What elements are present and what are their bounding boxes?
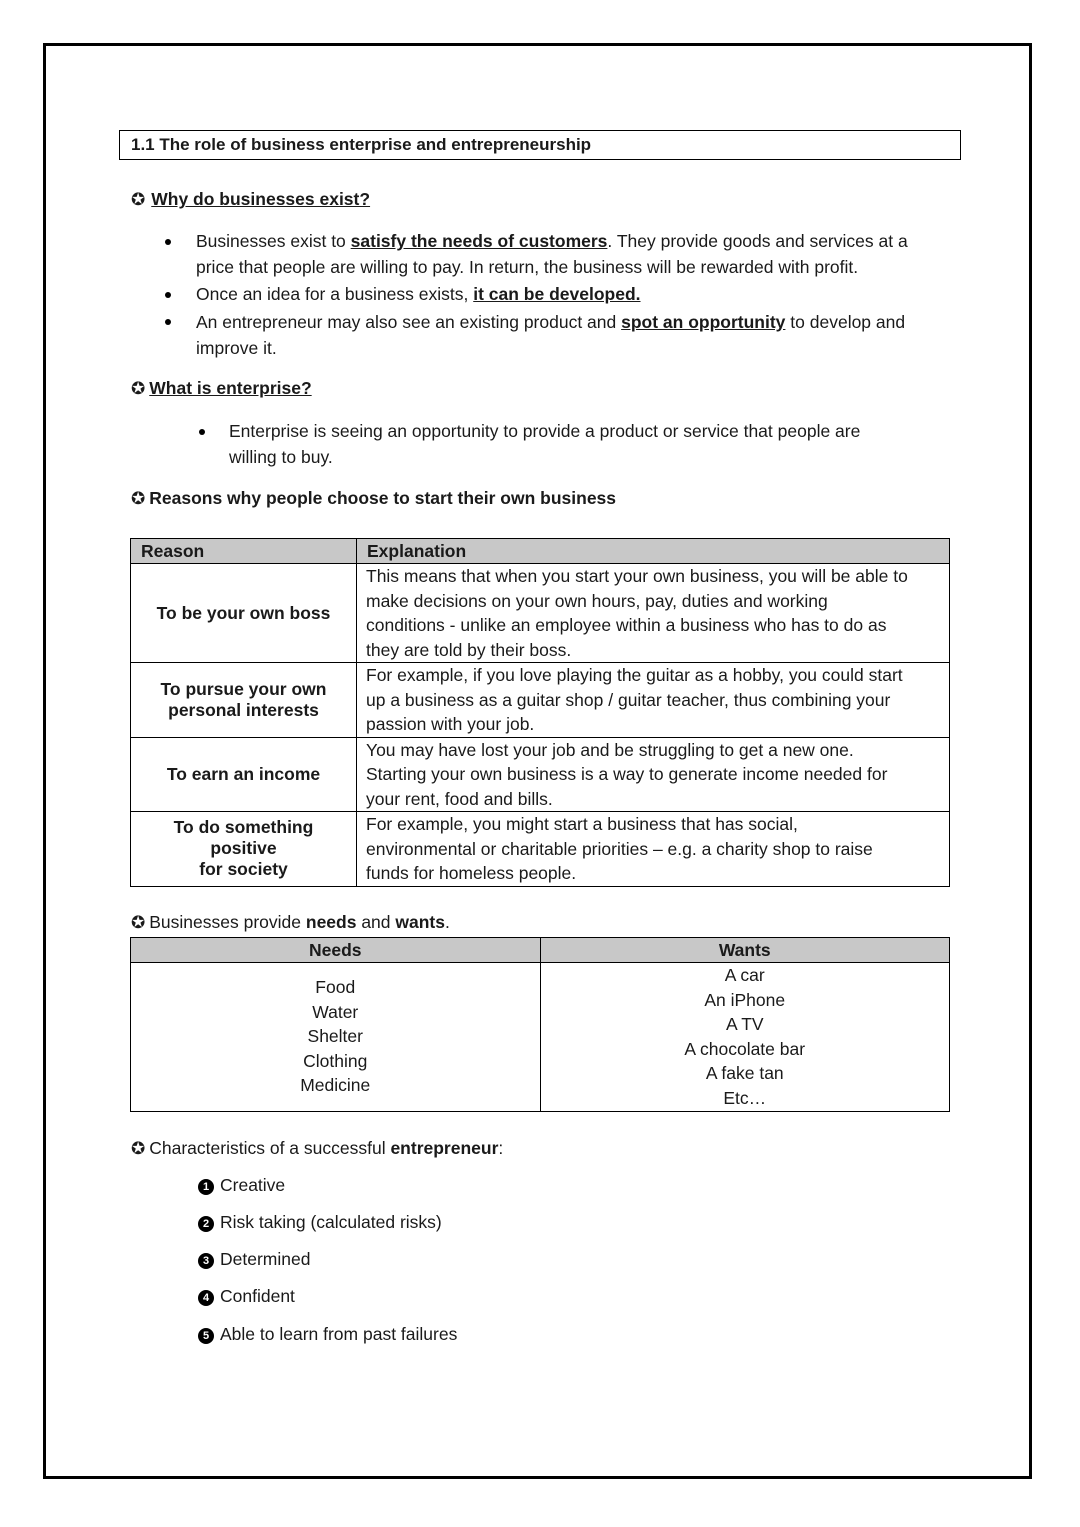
circled-number-icon: 2 bbox=[198, 1216, 214, 1232]
text: . bbox=[445, 912, 450, 932]
text: This means that when you start your own business, you will be able to bbox=[366, 566, 908, 586]
table-row bbox=[131, 812, 950, 887]
list-item: An iPhone bbox=[704, 989, 786, 1010]
emphasis-text: entrepreneur bbox=[390, 1138, 499, 1158]
text: Able to learn from past failures bbox=[220, 1324, 458, 1344]
text: To pursue your own bbox=[160, 678, 327, 699]
list-item: A car bbox=[724, 965, 765, 985]
text: Characteristics of a successful bbox=[149, 1138, 391, 1158]
text: You may have lost your job and be struggling to get a new one. bbox=[366, 739, 854, 760]
text: Determined bbox=[220, 1249, 311, 1269]
list-item: A chocolate bar bbox=[684, 1038, 806, 1059]
text: passion with your job. bbox=[366, 714, 535, 734]
needs-wants-table bbox=[130, 937, 950, 1112]
list-item bbox=[198, 1249, 310, 1270]
heading-text: What is enterprise? bbox=[149, 378, 312, 398]
list-item: Etc… bbox=[723, 1087, 767, 1108]
list-item bbox=[198, 1286, 295, 1307]
star-marker-icon: ✪ bbox=[131, 190, 146, 209]
emphasis-text: spot an opportunity bbox=[621, 312, 786, 332]
reason-cell bbox=[131, 564, 357, 663]
text: For example, if you love playing the guitar as a hobby, you could start bbox=[366, 665, 903, 685]
needs-wants-intro bbox=[131, 912, 450, 933]
text: they are told by their boss. bbox=[366, 639, 572, 660]
text: environmental or charitable priorities – e.g. a charity shop to raise bbox=[366, 838, 873, 859]
explanation-cell bbox=[357, 663, 950, 738]
text: Starting your own business is a way to generate income needed for bbox=[366, 764, 888, 784]
table-row bbox=[131, 663, 950, 738]
text: For example, you might start a business that has social, bbox=[366, 814, 798, 834]
text: and bbox=[356, 912, 396, 932]
list-item: Shelter bbox=[307, 1026, 363, 1046]
table-row bbox=[131, 737, 950, 812]
reason-cell bbox=[131, 812, 357, 887]
needs-cell bbox=[131, 963, 541, 1112]
table-row bbox=[131, 564, 950, 663]
text: personal interests bbox=[168, 699, 319, 720]
table-header-row bbox=[131, 938, 950, 963]
wants-cell bbox=[540, 963, 950, 1112]
star-marker-icon: ✪ bbox=[131, 489, 146, 508]
text: make decisions on your own hours, pay, duties and working bbox=[366, 590, 828, 611]
text: An entrepreneur may also see an existing product and bbox=[196, 312, 622, 332]
text: Enterprise is seeing an opportunity to provide a product or service that people are bbox=[229, 421, 861, 441]
bullet-icon bbox=[165, 292, 171, 298]
explanation-cell bbox=[357, 737, 950, 812]
text: To earn an income bbox=[166, 763, 321, 784]
emphasis-text: it can be developed. bbox=[473, 284, 641, 304]
list-item: Food bbox=[315, 977, 356, 997]
text: Confident bbox=[220, 1286, 295, 1306]
section-why-heading bbox=[131, 189, 370, 210]
circled-number-icon: 3 bbox=[198, 1253, 214, 1269]
section-reasons-heading bbox=[131, 488, 616, 509]
heading-text: Reasons why people choose to start their own business bbox=[149, 488, 617, 508]
table-header-row bbox=[131, 539, 950, 564]
list-item: Medicine bbox=[300, 1075, 371, 1095]
text: price that people are willing to pay. In return, the business will be rewarded with profit. bbox=[196, 257, 859, 277]
bullet-icon bbox=[165, 239, 171, 245]
bullet-item bbox=[229, 418, 860, 470]
section-enterprise-heading bbox=[131, 378, 312, 399]
list-item: A fake tan bbox=[705, 1063, 784, 1083]
list-item bbox=[198, 1212, 442, 1233]
list-item: Clothing bbox=[303, 1050, 368, 1071]
text: Businesses exist to bbox=[196, 231, 351, 251]
heading-text: Why do businesses exist? bbox=[151, 189, 371, 209]
text: To do something positive bbox=[173, 817, 314, 859]
text: To be your own boss bbox=[156, 602, 331, 623]
text: Once an idea for a business exists, bbox=[196, 284, 474, 304]
text: willing to buy. bbox=[229, 447, 333, 467]
star-marker-icon: ✪ bbox=[131, 1139, 146, 1158]
emphasis-text: satisfy the needs of customers bbox=[350, 231, 608, 251]
bullet-icon bbox=[199, 429, 205, 435]
text: . They provide goods and services at a bbox=[607, 231, 908, 251]
reason-cell bbox=[131, 663, 357, 738]
emphasis-text: wants bbox=[395, 912, 445, 932]
page-title: 1.1 The role of business enterprise and entrepreneurship bbox=[119, 130, 961, 160]
text: to develop and bbox=[785, 312, 906, 332]
list-item: A TV bbox=[725, 1014, 764, 1034]
list-item bbox=[198, 1324, 457, 1345]
bullet-item bbox=[196, 281, 641, 307]
text: your rent, food and bills. bbox=[366, 788, 553, 809]
column-header-explanation: Explanation bbox=[357, 539, 950, 564]
text: funds for homeless people. bbox=[366, 863, 577, 883]
column-header-wants: Wants bbox=[540, 938, 950, 963]
bullet-item bbox=[196, 228, 908, 280]
text: conditions - unlike an employee within a business who has to do as bbox=[366, 615, 887, 635]
star-marker-icon: ✪ bbox=[131, 379, 146, 398]
column-header-needs: Needs bbox=[131, 938, 541, 963]
star-marker-icon: ✪ bbox=[131, 913, 146, 932]
text: Businesses provide bbox=[149, 912, 306, 932]
text: : bbox=[498, 1138, 504, 1158]
text: Creative bbox=[220, 1175, 286, 1195]
explanation-cell bbox=[357, 812, 950, 887]
circled-number-icon: 5 bbox=[198, 1328, 214, 1344]
explanation-cell bbox=[357, 564, 950, 663]
text: up a business as a guitar shop / guitar teacher, thus combining your bbox=[366, 689, 891, 710]
circled-number-icon: 4 bbox=[198, 1290, 214, 1306]
table-row bbox=[131, 963, 950, 1112]
list-item: Water bbox=[312, 1001, 359, 1022]
text: for society bbox=[199, 859, 288, 880]
list-item bbox=[198, 1175, 285, 1196]
text: improve it. bbox=[196, 338, 277, 358]
column-header-reason: Reason bbox=[131, 539, 357, 564]
reason-cell bbox=[131, 737, 357, 812]
reasons-table bbox=[130, 538, 950, 887]
characteristics-intro bbox=[131, 1138, 503, 1159]
text: Risk taking (calculated risks) bbox=[220, 1212, 442, 1232]
emphasis-text: needs bbox=[305, 912, 357, 932]
bullet-item bbox=[196, 309, 905, 361]
circled-number-icon: 1 bbox=[198, 1179, 214, 1195]
bullet-icon bbox=[165, 319, 171, 325]
